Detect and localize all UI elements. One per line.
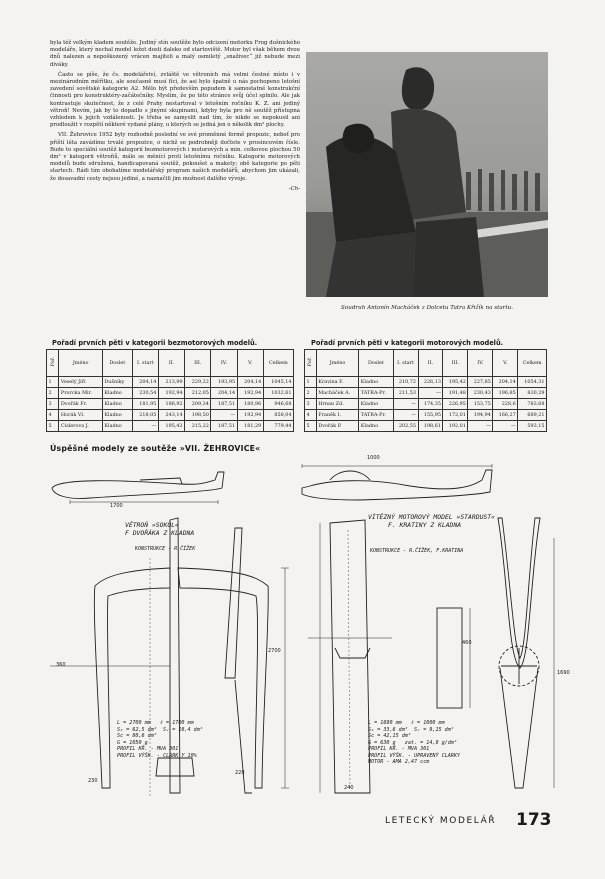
table-header-cell: III. — [443, 350, 468, 377]
table-cell: Kladno — [359, 399, 393, 410]
table-cell: — — [393, 410, 418, 421]
table-header-cell: II. — [158, 350, 184, 377]
table-header-cell: V. — [237, 350, 263, 377]
table-cell: 1 — [47, 377, 59, 388]
article-text — [50, 40, 300, 193]
table-header-cell: Doslet — [359, 350, 393, 377]
table-cell: 3 — [305, 399, 317, 410]
table-header-cell: II. — [418, 350, 443, 377]
table-cell: 4 — [305, 410, 317, 421]
table-cell: 230,43 — [468, 388, 493, 399]
table-cell: 5 — [305, 421, 317, 432]
table2-title: Pořadí prvních pěti v kategorii motorových modelů. — [311, 339, 504, 347]
table-header-cell: Celkem — [518, 350, 547, 377]
table-cell: 230,54 — [132, 388, 158, 399]
article-paragraph: Často se píše, že čs. modelářství, zvláště ve větroních má velmi čestné místo i v mezinárodním měřítku, ale současně musí fíci, že asi bylo špatně u nás pochopeno letošní zavedení sovětské kategorie A2. Mělo být především popudem k samostatné konstrukční činnosti pro konstruktéry-začátečníky. Myslím, že po této stránce svůj účel splnilo. Ale jak kontrastuje skutečnost, že z celé Prahy nestartoval v letošním ročníku K. Z. ani jediný větroň! Nevím, jak by to dopadlo s jinými skupinami, kdyby byla pro ně soutěž přístupna vzhledem k jejich vzdálenosti. Je třeba se zamyslit nad tím, že nikdo se nepokusil ani prodloužit v rozpětí některé vydané plány, u kterých se jedná jen o několik dm² plochy. — [50, 71, 300, 129]
table-cell: 2 — [47, 388, 59, 399]
table-cell: 180,96 — [237, 399, 263, 410]
table-cell: 779,44 — [263, 421, 293, 432]
table-cell: 1032,61 — [263, 388, 293, 399]
table-header-cell — [47, 350, 59, 377]
table-cell: Dvořák Fr. — [59, 399, 102, 410]
table-header-cell: V. — [493, 350, 518, 377]
powered-construction: KONSTRUKCE - R.ČÍŽEK, F.KRATINA — [370, 548, 464, 554]
table-cell: TATRA-Pr. — [359, 410, 393, 421]
table-cell: 187,51 — [211, 399, 237, 410]
table-cell: 1054,31 — [518, 377, 547, 388]
glider-name-line1: VĚTROŇ »SOKOL« — [125, 521, 179, 529]
table-cell: 181,95 — [132, 399, 158, 410]
table-cell: Hrnan Zd. — [316, 399, 358, 410]
table-cell: 209,34 — [185, 399, 211, 410]
table-cell: Veselý Jiří — [59, 377, 102, 388]
table-cell: 195,42 — [158, 421, 184, 432]
powered-span-dim: 1690 — [557, 670, 570, 676]
table-cell: — — [393, 399, 418, 410]
table-cell: Kladno — [359, 377, 393, 388]
photo-illustration — [306, 52, 548, 297]
table-cell: — — [468, 421, 493, 432]
glider-name — [125, 522, 194, 537]
table-cell: 858,04 — [263, 410, 293, 421]
table-cell: Franěk I. — [316, 410, 358, 421]
article-paragraph: VII. Žehrovice 1952 byly rozhodně poslední ve své proměnné formě propozic, neboť pro příští léta zavádíme trvalé propozice, o nichž se podrobněji dočtete v prosincovém čísle. Bude to speciální soutěž kategorií bezmotorových i motorových a min. celkovou plochou 50 dm² v kategorii větroňů, málo se měnící proti letošnímu ročníku. Kategorie motorových modelů bude sdružená, handicapovaná soutěž, pokoušet a makety; obě kategorie po pěti startech. Rádi tím obohatíme modelářský program našich modelářů, abychom jim ukázali, že dosavadní cesty nejsou jediné, a naznačili jim možnost dalšího vývoje. — [50, 132, 300, 182]
table-cell: 166,27 — [493, 410, 518, 421]
table-cell: — — [493, 421, 518, 432]
table-cell: Horák Vl. — [59, 410, 102, 421]
table-cell: 174,35 — [418, 399, 443, 410]
table-cell: 5 — [47, 421, 59, 432]
table-cell: — — [132, 421, 158, 432]
table-cell: Kravina F. — [316, 377, 358, 388]
glider-length-dim: 1700 — [110, 503, 123, 509]
powered-front-view — [498, 518, 554, 788]
table-cell: 243,14 — [158, 410, 184, 421]
table-cell: 1045,14 — [263, 377, 293, 388]
table-cell: Kladno — [359, 421, 393, 432]
table1-title: Pořadí prvních pěti v kategorii bezmotorových modelů. — [52, 339, 258, 347]
table-cell: Kladno — [102, 399, 132, 410]
table-cell: 946,68 — [263, 399, 293, 410]
table-cell: Kladno — [102, 410, 132, 421]
table-cell: 198,61 — [418, 421, 443, 432]
table-cell: 215,22 — [185, 421, 211, 432]
powered-side-view — [302, 464, 492, 500]
table-header-label: Poř. — [49, 357, 56, 367]
table-cell: 227,85 — [468, 377, 493, 388]
glider-specs: L = 2700 mm ℓ = 1700 mm Sₖ = 62,5 dm² Sᵥ = 18,4 dm² Sc = 80,6 dm² G = 1050 g PROFIL KŘ. - MVA 301 PROFIL VÝŠK. - CLARK Y 10% — [117, 720, 203, 759]
glider-tip-dim: 230 — [88, 778, 98, 784]
table-cell: 2 — [305, 388, 317, 399]
table-cell: 191,48 — [443, 388, 468, 399]
table-cell: 187,51 — [211, 421, 237, 432]
table-row — [47, 410, 294, 421]
table-cell: 593,15 — [518, 421, 547, 432]
glider-name-line2: F DVOŘÁKA Z KLADNA — [125, 528, 195, 537]
table-cell: 186,92 — [158, 399, 184, 410]
table-cell: 226,95 — [443, 399, 468, 410]
table-cell: 181,29 — [237, 421, 263, 432]
table-cell: 202,55 — [393, 421, 418, 432]
table-cell: 210,72 — [393, 377, 418, 388]
table-cell: Macháček A. — [316, 388, 358, 399]
table-cell: 192,94 — [237, 388, 263, 399]
table-cell: 204,14 — [211, 388, 237, 399]
table-row — [305, 399, 547, 410]
section-title: Úspěšné modely ze soutěže »VII. ŽEHROVICE« — [50, 444, 261, 453]
table-cell: Kladno — [102, 388, 132, 399]
table-header-cell: Jméno — [316, 350, 358, 377]
table-row — [305, 421, 547, 432]
table-cell: 196,85 — [493, 388, 518, 399]
table-header-cell — [305, 350, 317, 377]
powered-name-line2: F. KRATINY Z KLADNA — [388, 520, 462, 529]
table-cell: Prorcka Mir. — [59, 388, 102, 399]
table-cell: 218,05 — [132, 410, 158, 421]
table-cell: 830,29 — [518, 388, 547, 399]
glider-tail-dim: 220 — [235, 770, 245, 776]
photo-caption: Soudruh Antonín Macháček z Dolcetu Tatra Křižík na startu. — [341, 305, 513, 311]
table-cell: TATRA-Pr. — [359, 388, 393, 399]
table-header-cell: Jméno — [59, 350, 102, 377]
table-header-label: Poř. — [307, 357, 314, 367]
table-cell: 783,68 — [518, 399, 547, 410]
powered-name-line1: VÍTĚZNÝ MOTOROVÝ MODEL »STARDUST« — [368, 513, 495, 521]
table-cell: 3 — [47, 399, 59, 410]
glider-construction: KONSTRUKCE - R.ČÍŽEK — [135, 546, 196, 552]
table-powered-results — [304, 349, 547, 432]
glider-front-view — [225, 528, 252, 793]
glider-root-dim: 360 — [56, 662, 66, 668]
table-row — [305, 410, 547, 421]
table-cell: Císlerova J. — [59, 421, 102, 432]
magazine-name: LETECKÝ MODELÁŘ — [385, 816, 497, 826]
table-cell: — — [418, 388, 443, 399]
table-cell: — — [211, 410, 237, 421]
table-cell: 198,50 — [185, 410, 211, 421]
table-cell: 204,14 — [493, 377, 518, 388]
technical-drawings — [30, 458, 575, 813]
table-cell: 155,95 — [418, 410, 443, 421]
article-paragraph: byla též velkým kladem soutěže. Jediný stín soutěže bylo odcizení motorku Frog dušnického modeláře, který nechal model ležet dosti daleko od startoviště. Motor byl však během dvou dnů nalezen a nepoškozený vrácen majiteli a malý osmiletý „snaživec“ již nebude mezi diváky. — [50, 40, 300, 68]
table-row — [47, 399, 294, 410]
table-glider-results — [46, 349, 294, 432]
powered-length-dim: 1000 — [367, 455, 380, 461]
table-cell: Dušníky — [102, 377, 132, 388]
table-cell: 192,01 — [443, 421, 468, 432]
table-cell: Dvořák P. — [316, 421, 358, 432]
table-cell: 194,94 — [468, 410, 493, 421]
table-cell: 195,42 — [443, 377, 468, 388]
table-header-cell: IV. — [211, 350, 237, 377]
table-cell: 172,01 — [443, 410, 468, 421]
glider-span-dim: 2700 — [268, 648, 281, 654]
table-header-cell: III. — [185, 350, 211, 377]
table-header-cell: IV. — [468, 350, 493, 377]
table-cell: 153,75 — [468, 399, 493, 410]
table-row — [305, 388, 547, 399]
table-cell: 228,6 — [493, 399, 518, 410]
glider-side-view — [52, 472, 224, 504]
table-cell: 204,14 — [132, 377, 158, 388]
table-cell: 212,05 — [185, 388, 211, 399]
table-header-cell: Celkem — [263, 350, 293, 377]
photo-modeler-at-start — [306, 52, 548, 297]
table-cell: 211,53 — [393, 388, 418, 399]
table-header-cell: Doslet — [102, 350, 132, 377]
article-signature: -Ch- — [288, 185, 300, 192]
table-cell: 204,14 — [237, 377, 263, 388]
table-cell: 192,94 — [158, 388, 184, 399]
table-row — [47, 377, 294, 388]
page-number: 173 — [516, 810, 552, 830]
table-row — [47, 388, 294, 399]
table-cell: 4 — [47, 410, 59, 421]
powered-specs: L = 1690 mm ℓ = 1000 mm Sₖ = 33,6 dm² Sᵥ = 9,15 dm² Sc = 42,15 dm² G = 630 g zat. = 14,9 g/dm² PROFIL KŘ. - MVA 301 PROFIL VÝŠK. - UPRAVENÝ CLARKY MOTOR - AMA 2,47 ccm — [368, 720, 461, 765]
table-header-cell: I. start — [393, 350, 418, 377]
table-cell: 1 — [305, 377, 317, 388]
table-cell: 192,94 — [237, 410, 263, 421]
table-header-cell: I. start — [132, 350, 158, 377]
table-cell: 229,22 — [185, 377, 211, 388]
powered-fin-dim: 460 — [462, 640, 472, 646]
table-row — [47, 421, 294, 432]
table-cell: 689,21 — [518, 410, 547, 421]
table-cell: 193,95 — [211, 377, 237, 388]
powered-root-dim: 240 — [344, 785, 354, 791]
powered-fin-view — [437, 608, 470, 708]
table-cell: Kladno — [102, 421, 132, 432]
table-cell: 213,99 — [158, 377, 184, 388]
powered-name — [368, 514, 495, 529]
table-row — [305, 377, 547, 388]
table-cell: 226,13 — [418, 377, 443, 388]
